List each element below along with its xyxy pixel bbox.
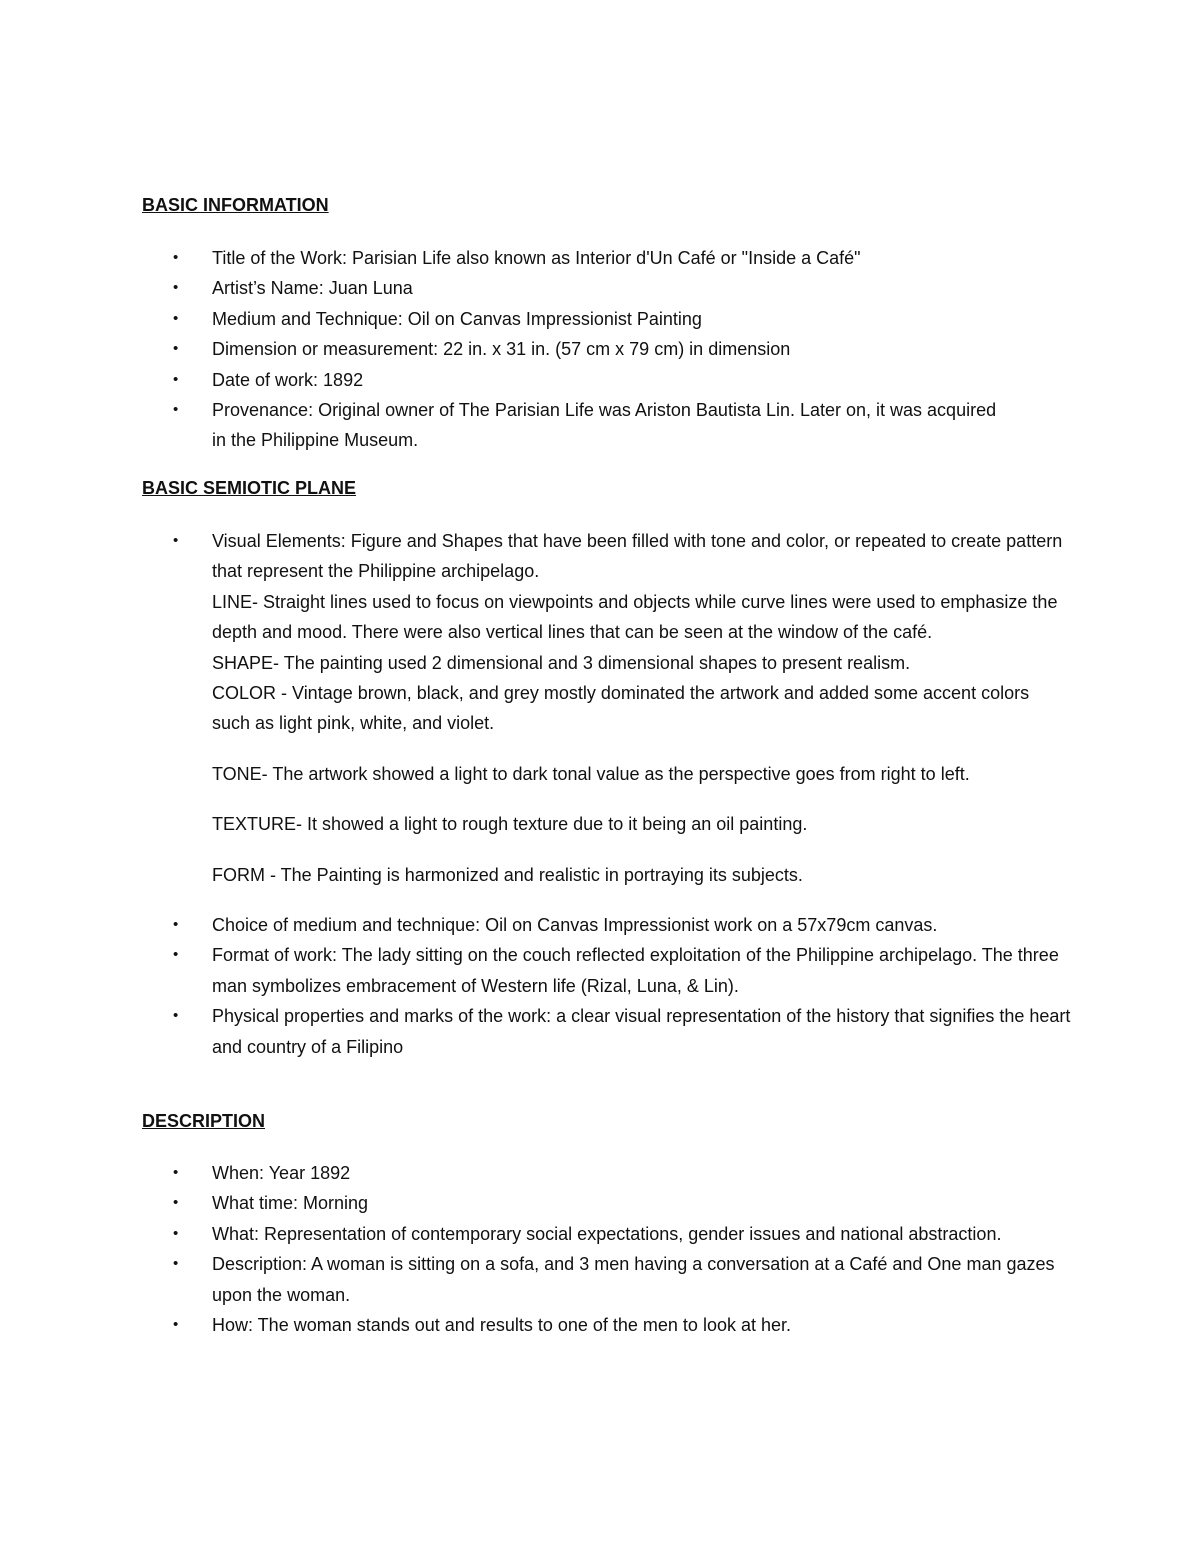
visual-elements-color: COLOR - Vintage brown, black, and grey mostly dominated the artwork and added some accent colors such as light pink, white, and violet. — [212, 683, 1030, 734]
list-item — [142, 1310, 1072, 1340]
list-item — [142, 910, 1072, 940]
bullet-icon: • — [173, 370, 179, 388]
list-item-text: Artist’s Name: Juan Luna — [212, 278, 413, 299]
list-item-text: Format of work: The lady sitting on the couch reflected exploitation of the Philippine archipelago. The three man symbolizes embracement of Western life (Rizal, Luna, & Lin). — [212, 945, 1059, 996]
bullet-icon: • — [173, 946, 179, 964]
description-list — [142, 1158, 1072, 1340]
basic-semiotic-plane-section — [142, 477, 1072, 1062]
visual-elements-texture: TEXTURE- It showed a light to rough texture due to it being an oil painting. — [212, 814, 808, 835]
list-item — [142, 334, 1072, 364]
list-item — [142, 1188, 1072, 1218]
list-item-text: Description: A woman is sitting on a sofa, and 3 men having a conversation at a Café and One man gazes upon the woman. — [212, 1254, 1055, 1305]
list-item — [142, 940, 1072, 1001]
visual-elements-form: FORM - The Painting is harmonized and realistic in portraying its subjects. — [212, 864, 803, 885]
visual-elements-intro: Visual Elements: Figure and Shapes that have been filled with tone and color, or repeated to create pattern that represent the Philippine archipelago. — [212, 531, 1063, 582]
basic-information-list — [142, 243, 1072, 456]
bullet-icon: • — [173, 1194, 179, 1212]
list-item — [142, 1219, 1042, 1249]
bullet-icon: • — [173, 532, 179, 549]
list-item — [142, 304, 1072, 334]
visual-elements-line: LINE- Straight lines used to focus on viewpoints and objects while curve lines were used to emphasize the depth and mood. There were also vertical lines that can be seen at the window of the café. — [212, 591, 1058, 643]
list-item-text: Provenance: Original owner of The Parisian Life was Ariston Bautista Lin. Later on, it was acquired in the Philippine Museum. — [212, 400, 997, 451]
list-item-text: Medium and Technique: Oil on Canvas Impressionist Painting — [212, 308, 702, 329]
description-section — [142, 1110, 1072, 1340]
bullet-icon: • — [173, 249, 179, 266]
list-item-text: When: Year 1892 — [212, 1163, 351, 1183]
list-item-text: Physical properties and marks of the work: a clear visual representation of the history that signifies the heart and country of a Filipino — [212, 1006, 1071, 1057]
bullet-icon: • — [173, 916, 179, 934]
bullet-icon: • — [173, 1316, 179, 1334]
list-item-text: What time: Morning — [212, 1193, 369, 1214]
list-item-text: What: Representation of contemporary social expectations, gender issues and national abstraction. — [212, 1223, 1002, 1244]
list-item — [142, 1249, 1062, 1310]
bullet-icon: • — [173, 1224, 179, 1242]
bullet-icon: • — [173, 1007, 179, 1025]
list-item-text: Date of work: 1892 — [212, 369, 364, 390]
bullet-icon: • — [173, 401, 179, 419]
list-item — [142, 365, 1072, 395]
list-item — [142, 1001, 1072, 1062]
list-item-text: Title of the Work: Parisian Life also known as Interior d'Un Café or "Inside a Café" — [212, 248, 861, 268]
bullet-icon: • — [173, 279, 179, 297]
basic-semiotic-plane-heading: BASIC SEMIOTIC PLANE — [142, 478, 357, 498]
list-item-text: How: The woman stands out and results to one of the men to look at her. — [212, 1315, 792, 1336]
list-item — [142, 273, 1072, 303]
list-item — [142, 243, 1072, 273]
bullet-icon: • — [173, 309, 179, 327]
list-item — [142, 1158, 1072, 1188]
bullet-icon: • — [173, 1164, 179, 1181]
semiotic-visual-elements-list — [142, 526, 1072, 890]
list-item — [142, 395, 1002, 456]
basic-information-heading: BASIC INFORMATION — [142, 195, 329, 215]
list-item-text: Choice of medium and technique: Oil on Canvas Impressionist work on a 57x79cm canvas. — [212, 915, 938, 936]
list-item-text: Dimension or measurement: 22 in. x 31 in. (57 cm x 79 cm) in dimension — [212, 339, 791, 360]
semiotic-list — [142, 910, 1072, 1062]
visual-elements-tone: TONE- The artwork showed a light to dark tonal value as the perspective goes from right to left. — [212, 763, 970, 784]
bullet-icon: • — [173, 340, 179, 358]
bullet-icon: • — [173, 1255, 179, 1273]
basic-information-section — [142, 194, 1072, 456]
visual-elements-shape: SHAPE- The painting used 2 dimensional and 3 dimensional shapes to present realism. — [212, 652, 911, 673]
description-heading: DESCRIPTION — [142, 1111, 266, 1131]
list-item-visual-elements — [142, 526, 1072, 890]
